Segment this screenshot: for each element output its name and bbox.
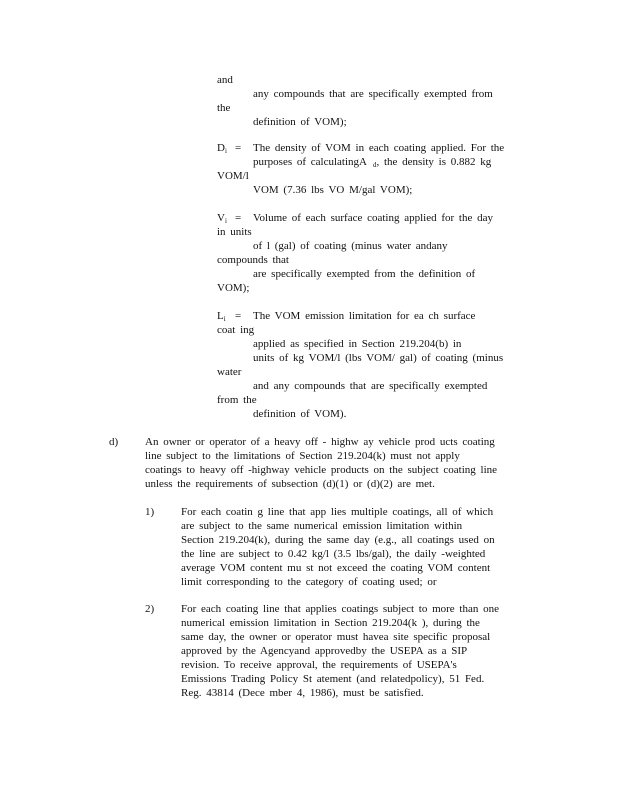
def-v-line-5: are specifically exempted from the definition of xyxy=(253,268,476,280)
item-2-line-4: approved by the Agencyand approvedby the USEPA as a SIP xyxy=(181,645,468,657)
def-v-symbol xyxy=(217,212,227,227)
l-letter: L xyxy=(217,310,224,322)
l-subscript: i xyxy=(223,315,226,323)
def-l-line-7: from the xyxy=(217,394,257,406)
def-v-line-1: Volume of each surface coating applied for the day xyxy=(253,212,493,224)
section-d-label: d) xyxy=(109,436,119,448)
item-1-line-3: Section 219.204(k), during the same day (e.g., all coatings used on xyxy=(181,534,495,546)
section-d-line-2: line subject to the limitations of Section 219.204(k) must not apply xyxy=(145,450,460,462)
def-v-line-2: in units xyxy=(217,226,252,238)
def-d-line-4: VOM (7.36 lbs VO M/gal VOM); xyxy=(253,184,413,196)
def-l-line-1: The VOM emission limitation for ea ch surface xyxy=(253,310,476,322)
item-1-line-5: average VOM content mu st not exceed the coating VOM content xyxy=(181,562,491,574)
item-1-line-6: limit corresponding to the category of coating used; or xyxy=(181,576,437,588)
def-d-line-2b: , the density is 0.882 kg xyxy=(376,156,492,168)
item-2-line-1: For each coating line that applies coatings subject to more than one xyxy=(181,603,499,615)
def-vom-line: definition of VOM); xyxy=(253,116,347,128)
def-exempt-line: any compounds that are specifically exempted from xyxy=(253,88,493,100)
section-d-line-1: An owner or operator of a heavy off - highw ay vehicle prod ucts coating xyxy=(145,436,495,448)
def-d-equals: = xyxy=(235,142,242,154)
def-l-line-2: coat ing xyxy=(217,324,255,336)
def-l-line-4: units of kg VOM/l (lbs VOM/ gal) of coating (minus xyxy=(253,352,504,364)
def-d-line-1: The density of VOM in each coating applied. For the xyxy=(253,142,505,154)
item-2-line-2: numerical emission limitation in Section 219.204(k ), during the xyxy=(181,617,480,629)
def-v-equals: = xyxy=(235,212,242,224)
item-2-line-7: Reg. 43814 (Dece mber 4, 1986), must be satisfied. xyxy=(181,687,424,699)
v-letter: V xyxy=(217,212,225,224)
section-d-line-3: coatings to heavy off -highway vehicle products on the subject coating line xyxy=(145,464,498,476)
def-l-symbol xyxy=(217,310,226,325)
def-l-line-5: water xyxy=(217,366,242,378)
def-v-line-3: of l (gal) of coating (minus water andany xyxy=(253,240,448,252)
d-subscript: i xyxy=(224,147,227,155)
def-l-line-6: and any compounds that are specifically exempted xyxy=(253,380,488,392)
item-1-line-1: For each coatin g line that app lies multiple coatings, all of which xyxy=(181,506,494,518)
def-v-line-4: compounds that xyxy=(217,254,289,266)
def-d-line-2 xyxy=(253,156,491,171)
item-2-line-3: same day, the owner or operator must havea site specific proposal xyxy=(181,631,491,643)
d-letter: D xyxy=(217,142,225,154)
def-l-line-3: applied as specified in Section 219.204(b) in xyxy=(253,338,462,350)
def-and-line: and xyxy=(217,74,233,86)
v-subscript: i xyxy=(224,217,227,225)
def-d-line-3: VOM/l xyxy=(217,170,249,182)
def-v-line-6: VOM); xyxy=(217,282,250,294)
item-2-line-6: Emissions Trading Policy St atement (and relatedpolicy), 51 Fed. xyxy=(181,673,485,685)
item-1-line-4: the line are subject to 0.42 kg/l (3.5 lbs/gal), the daily -weighted xyxy=(181,548,486,560)
item-1-label: 1) xyxy=(145,506,155,518)
def-l-equals: = xyxy=(235,310,242,322)
item-2-label: 2) xyxy=(145,603,155,615)
item-2-line-5: revision. To receive approval, the requirements of USEPA's xyxy=(181,659,457,671)
def-d-symbol xyxy=(217,142,227,157)
def-the-line: the xyxy=(217,102,231,114)
a-subscript: d xyxy=(372,161,377,169)
section-d-line-4: unless the requirements of subsection (d)(1) or (d)(2) are met. xyxy=(145,478,435,490)
def-d-line-2a: purposes of calculatingA xyxy=(253,156,367,168)
def-l-line-8: definition of VOM). xyxy=(253,408,347,420)
item-1-line-2: are subject to the same numerical emission limitation within xyxy=(181,520,463,532)
